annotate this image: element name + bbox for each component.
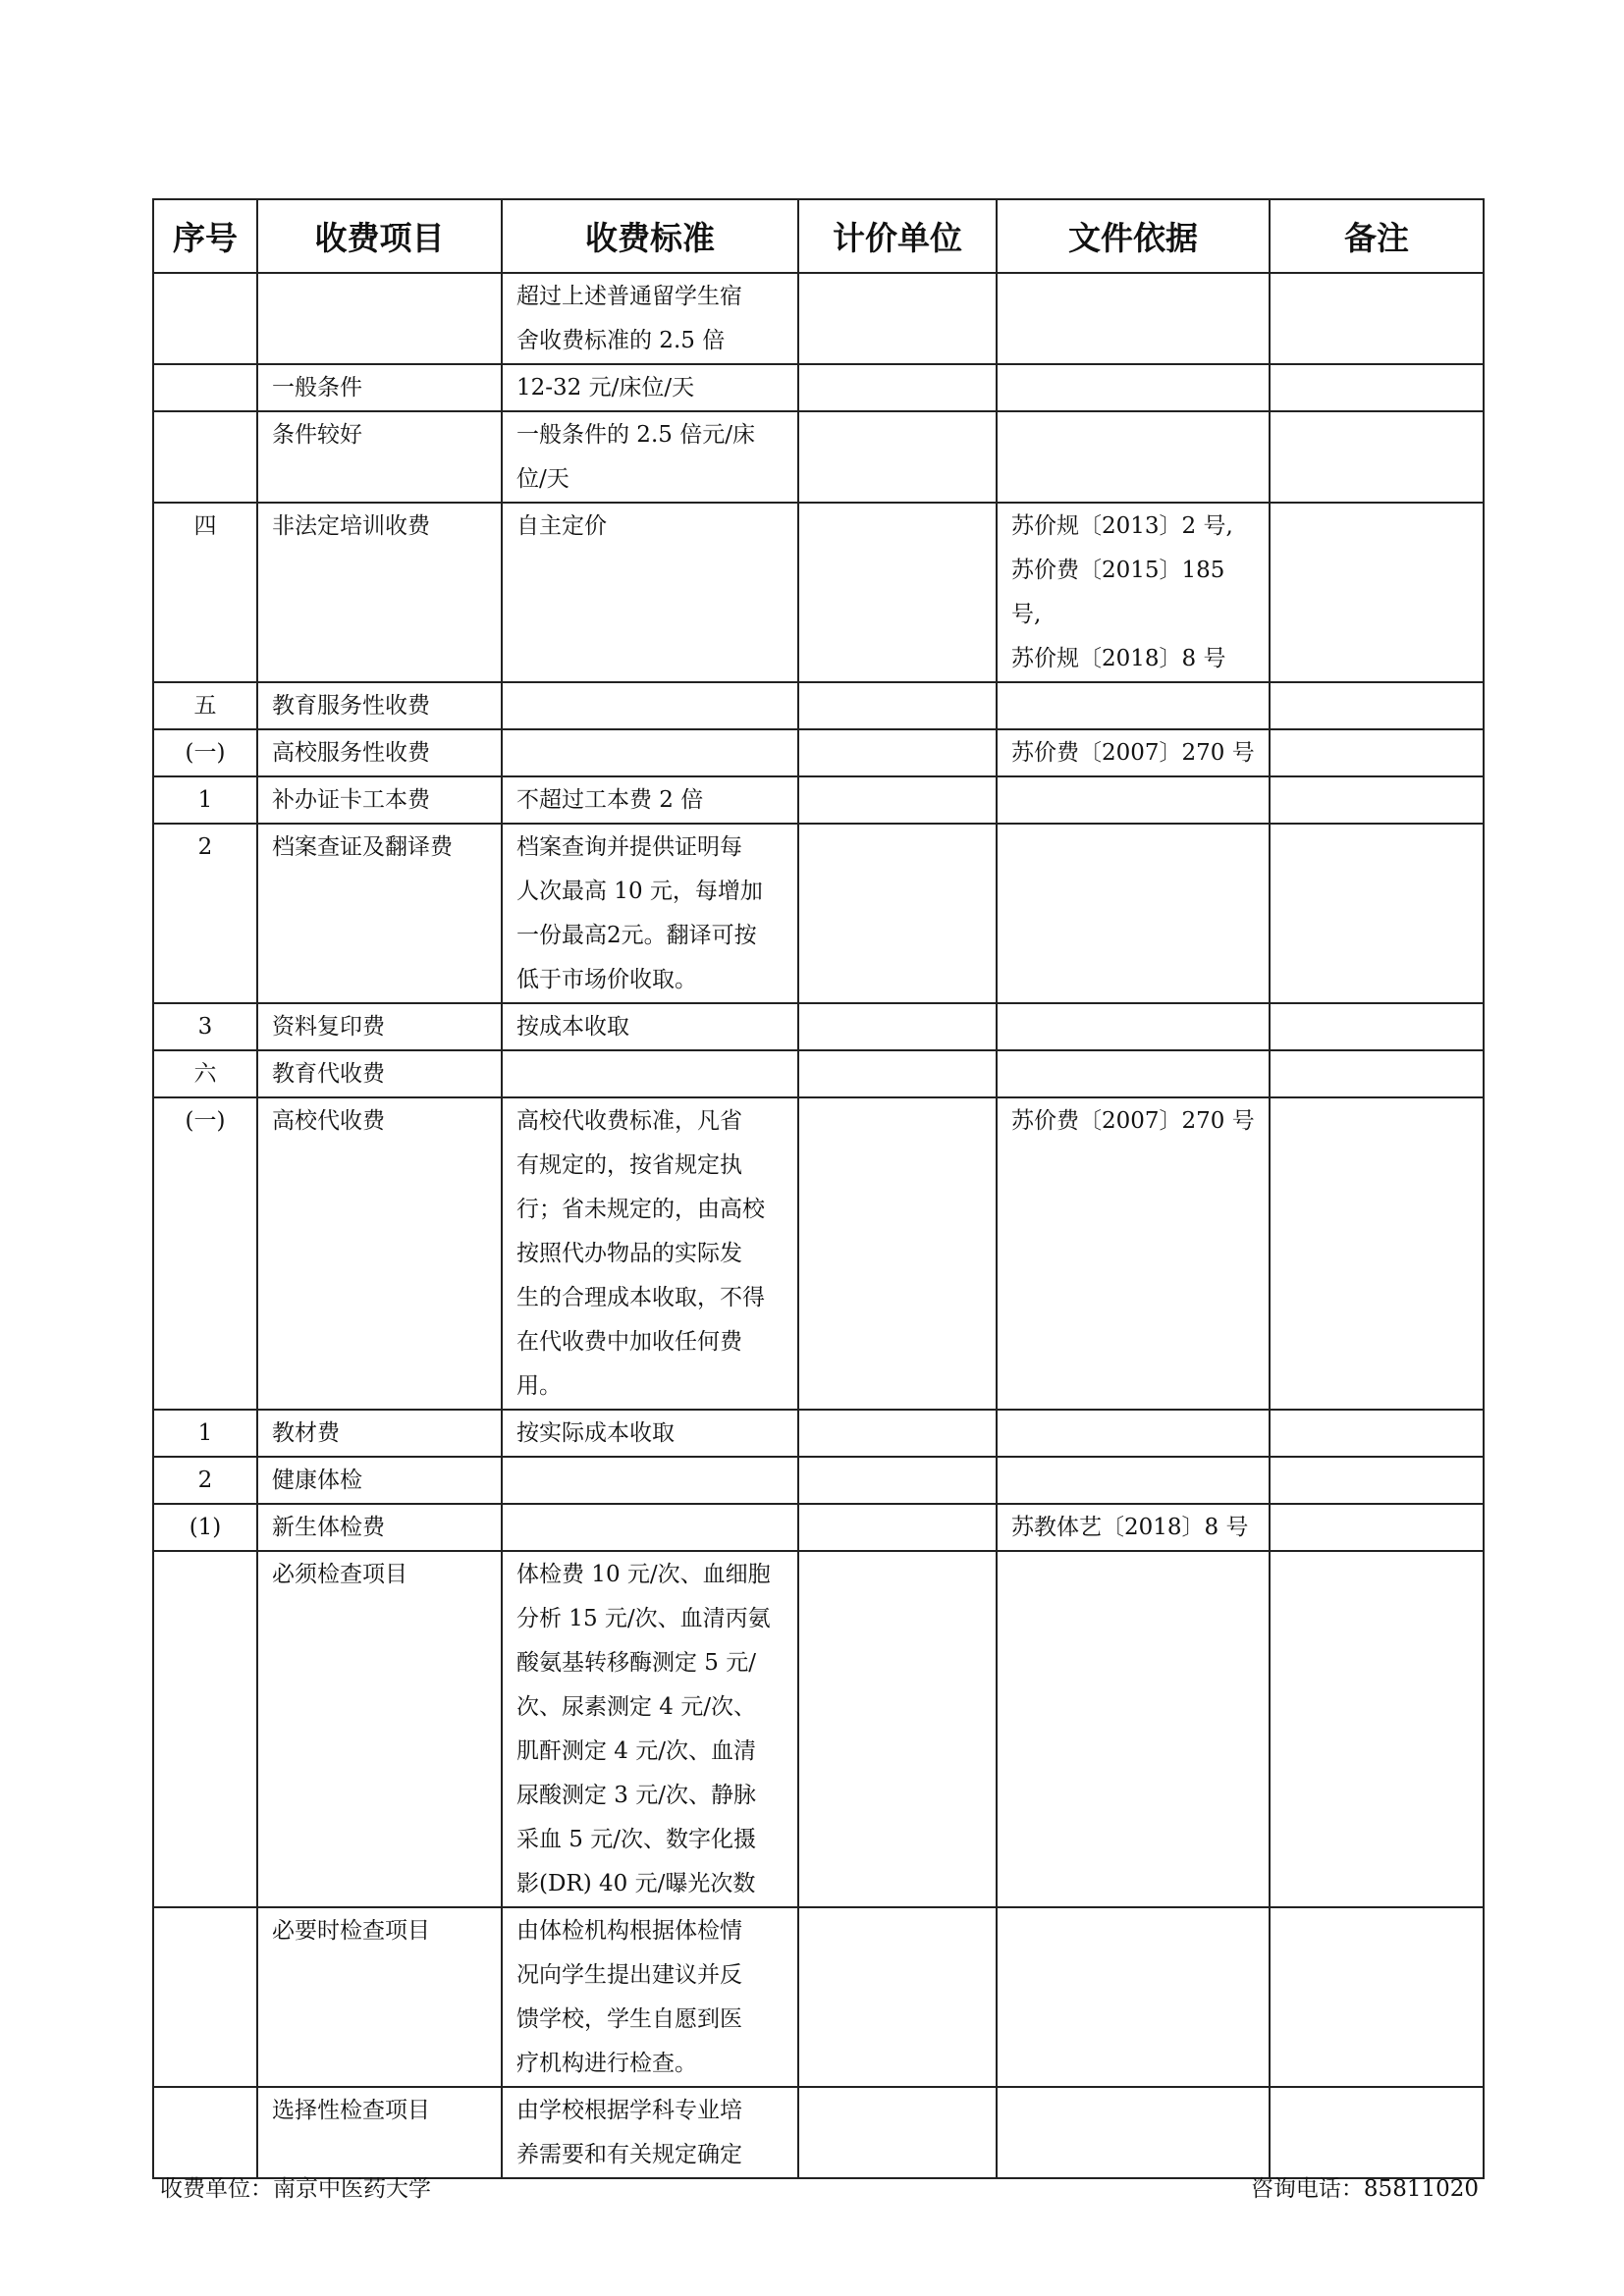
cell-fee-standard xyxy=(502,1457,798,1504)
cell-remarks xyxy=(1270,2087,1484,2178)
table-row xyxy=(153,364,1484,411)
table-row xyxy=(153,682,1484,729)
cell-document-basis: 苏价规〔2013〕2 号, 苏价费〔2015〕185 号, 苏价规〔2018〕8 号 xyxy=(997,503,1270,682)
cell-fee-standard: 不超过工本费 2 倍 xyxy=(502,776,798,824)
cell-remarks xyxy=(1270,1410,1484,1457)
cell-fee-item: 新生体检费 xyxy=(257,1504,502,1551)
cell-document-basis xyxy=(997,1050,1270,1097)
cell-document-basis xyxy=(997,1907,1270,2087)
fee-unit-footer: 收费单位：南京中医药大学 xyxy=(160,2176,431,2202)
cell-fee-standard xyxy=(502,729,798,776)
header-serial-no: 序号 xyxy=(153,199,257,273)
cell-fee-standard xyxy=(502,682,798,729)
cell-fee-standard: 按实际成本收取 xyxy=(502,1410,798,1457)
cell-serial-no xyxy=(153,1907,257,2087)
cell-pricing-unit xyxy=(798,682,997,729)
cell-pricing-unit xyxy=(798,1457,997,1504)
table-row xyxy=(153,2087,1484,2178)
cell-fee-standard: 体检费 10 元/次、血细胞 分析 15 元/次、血清丙氨 酸氨基转移酶测定 5 元/ 次、尿素测定 4 元/次、 肌酐测定 4 元/次、血清 尿酸测定 3 元/次、静脉 采血 5 元/次、数字化摄 影(DR) 40 元/曝光次数 xyxy=(502,1551,798,1907)
cell-fee-standard: 12-32 元/床位/天 xyxy=(502,364,798,411)
cell-pricing-unit xyxy=(798,503,997,682)
table-row xyxy=(153,1410,1484,1457)
table-row xyxy=(153,1050,1484,1097)
cell-serial-no: 1 xyxy=(153,1410,257,1457)
header-fee-item: 收费项目 xyxy=(257,199,502,273)
cell-fee-item: 教材费 xyxy=(257,1410,502,1457)
cell-document-basis xyxy=(997,682,1270,729)
cell-fee-standard: 自主定价 xyxy=(502,503,798,682)
table-row xyxy=(153,273,1484,364)
cell-pricing-unit xyxy=(798,1907,997,2087)
cell-remarks xyxy=(1270,824,1484,1003)
cell-document-basis: 苏价费〔2007〕270 号 xyxy=(997,729,1270,776)
cell-serial-no: 3 xyxy=(153,1003,257,1050)
cell-serial-no: 四 xyxy=(153,503,257,682)
cell-pricing-unit xyxy=(798,1410,997,1457)
cell-remarks xyxy=(1270,1097,1484,1410)
cell-pricing-unit xyxy=(798,411,997,503)
cell-document-basis xyxy=(997,364,1270,411)
cell-fee-item: 条件较好 xyxy=(257,411,502,503)
cell-fee-item: 教育代收费 xyxy=(257,1050,502,1097)
cell-fee-standard: 超过上述普通留学生宿 舍收费标准的 2.5 倍 xyxy=(502,273,798,364)
cell-serial-no: 2 xyxy=(153,1457,257,1504)
table-row xyxy=(153,1097,1484,1410)
cell-pricing-unit xyxy=(798,1504,997,1551)
cell-fee-item: 选择性检查项目 xyxy=(257,2087,502,2178)
cell-serial-no: (1) xyxy=(153,1504,257,1551)
cell-document-basis xyxy=(997,411,1270,503)
cell-serial-no xyxy=(153,1551,257,1907)
cell-fee-item: 必须检查项目 xyxy=(257,1551,502,1907)
header-document-basis: 文件依据 xyxy=(997,199,1270,273)
cell-fee-item: 资料复印费 xyxy=(257,1003,502,1050)
cell-fee-item: 补办证卡工本费 xyxy=(257,776,502,824)
cell-serial-no xyxy=(153,411,257,503)
cell-fee-item: 非法定培训收费 xyxy=(257,503,502,682)
cell-pricing-unit xyxy=(798,2087,997,2178)
cell-document-basis xyxy=(997,824,1270,1003)
cell-fee-standard: 按成本收取 xyxy=(502,1003,798,1050)
cell-serial-no: (一) xyxy=(153,729,257,776)
cell-pricing-unit xyxy=(798,1050,997,1097)
cell-fee-item: 档案查证及翻译费 xyxy=(257,824,502,1003)
cell-remarks xyxy=(1270,1907,1484,2087)
cell-document-basis xyxy=(997,1551,1270,1907)
cell-document-basis xyxy=(997,2087,1270,2178)
header-remarks: 备注 xyxy=(1270,199,1484,273)
cell-fee-standard: 由学校根据学科专业培 养需要和有关规定确定 xyxy=(502,2087,798,2178)
cell-serial-no xyxy=(153,273,257,364)
cell-fee-standard: 由体检机构根据体检情 况向学生提出建议并反 馈学校，学生自愿到医 疗机构进行检查。 xyxy=(502,1907,798,2087)
table-row xyxy=(153,729,1484,776)
cell-pricing-unit xyxy=(798,273,997,364)
cell-serial-no: (一) xyxy=(153,1097,257,1410)
cell-remarks xyxy=(1270,1551,1484,1907)
cell-remarks xyxy=(1270,729,1484,776)
cell-serial-no: 1 xyxy=(153,776,257,824)
cell-pricing-unit xyxy=(798,776,997,824)
cell-document-basis xyxy=(997,776,1270,824)
cell-document-basis xyxy=(997,1003,1270,1050)
cell-pricing-unit xyxy=(798,729,997,776)
fee-table xyxy=(152,198,1485,2179)
cell-remarks xyxy=(1270,364,1484,411)
cell-remarks xyxy=(1270,411,1484,503)
cell-remarks xyxy=(1270,1050,1484,1097)
cell-pricing-unit xyxy=(798,824,997,1003)
cell-remarks xyxy=(1270,1504,1484,1551)
table-row xyxy=(153,776,1484,824)
table-row xyxy=(153,1457,1484,1504)
cell-remarks xyxy=(1270,273,1484,364)
cell-fee-standard xyxy=(502,1050,798,1097)
cell-document-basis xyxy=(997,273,1270,364)
table-row xyxy=(153,824,1484,1003)
cell-serial-no xyxy=(153,2087,257,2178)
cell-remarks xyxy=(1270,776,1484,824)
cell-serial-no: 六 xyxy=(153,1050,257,1097)
cell-document-basis: 苏价费〔2007〕270 号 xyxy=(997,1097,1270,1410)
cell-remarks xyxy=(1270,1457,1484,1504)
cell-pricing-unit xyxy=(798,1551,997,1907)
table-header-row xyxy=(153,199,1484,273)
consult-phone-footer: 咨询电话：85811020 xyxy=(1250,2176,1479,2202)
cell-document-basis: 苏教体艺〔2018〕8 号 xyxy=(997,1504,1270,1551)
cell-serial-no xyxy=(153,364,257,411)
cell-pricing-unit xyxy=(798,1003,997,1050)
cell-serial-no: 五 xyxy=(153,682,257,729)
cell-fee-item xyxy=(257,273,502,364)
header-fee-standard: 收费标准 xyxy=(502,199,798,273)
cell-fee-standard: 高校代收费标准，凡省 有规定的，按省规定执 行；省未规定的，由高校 按照代办物品的实际发 生的合理成本收取，不得 在代收费中加收任何费 用。 xyxy=(502,1097,798,1410)
cell-fee-standard: 档案查询并提供证明每 人次最高 10 元，每增加 一份最高2元。翻译可按 低于市场价收取。 xyxy=(502,824,798,1003)
cell-remarks xyxy=(1270,503,1484,682)
cell-fee-item: 一般条件 xyxy=(257,364,502,411)
cell-fee-item: 高校代收费 xyxy=(257,1097,502,1410)
table-row xyxy=(153,411,1484,503)
cell-fee-standard: 一般条件的 2.5 倍元/床 位/天 xyxy=(502,411,798,503)
cell-remarks xyxy=(1270,682,1484,729)
table-row xyxy=(153,1907,1484,2087)
cell-pricing-unit xyxy=(798,364,997,411)
cell-fee-item: 健康体检 xyxy=(257,1457,502,1504)
cell-fee-item: 高校服务性收费 xyxy=(257,729,502,776)
cell-fee-item: 教育服务性收费 xyxy=(257,682,502,729)
table-row xyxy=(153,1003,1484,1050)
cell-fee-item: 必要时检查项目 xyxy=(257,1907,502,2087)
table-row xyxy=(153,503,1484,682)
cell-document-basis xyxy=(997,1410,1270,1457)
cell-document-basis xyxy=(997,1457,1270,1504)
table-row xyxy=(153,1504,1484,1551)
cell-serial-no: 2 xyxy=(153,824,257,1003)
header-pricing-unit: 计价单位 xyxy=(798,199,997,273)
cell-pricing-unit xyxy=(798,1097,997,1410)
cell-remarks xyxy=(1270,1003,1484,1050)
cell-fee-standard xyxy=(502,1504,798,1551)
table-row xyxy=(153,1551,1484,1907)
